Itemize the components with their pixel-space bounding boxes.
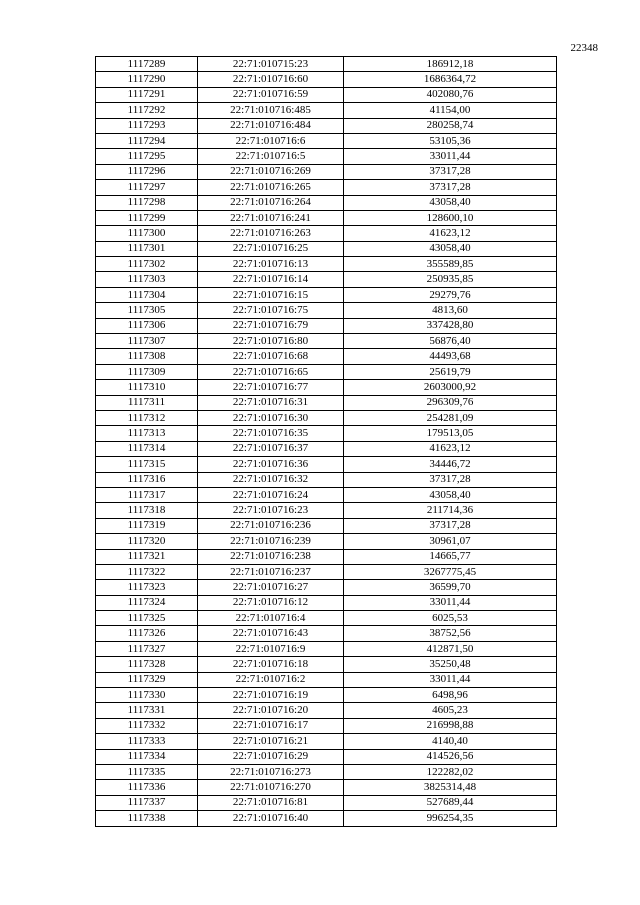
cadastral-number-cell: 22:71:010716:40: [198, 811, 344, 826]
table-row: [96, 749, 557, 764]
record-number-cell: 1117333: [96, 734, 198, 749]
cadastral-value-cell: 41154,00: [344, 103, 557, 118]
table-row: [96, 734, 557, 749]
record-number-cell: 1117331: [96, 703, 198, 718]
table-row: [96, 164, 557, 179]
cadastral-number-cell: 22:71:010716:265: [198, 180, 344, 195]
record-number-cell: 1117326: [96, 626, 198, 641]
cadastral-number-cell: 22:71:010716:236: [198, 518, 344, 533]
record-number-cell: 1117324: [96, 595, 198, 610]
table-row: [96, 133, 557, 148]
record-number-cell: 1117318: [96, 503, 198, 518]
record-number-cell: 1117292: [96, 103, 198, 118]
record-number-cell: 1117302: [96, 257, 198, 272]
cadastral-value-cell: 38752,56: [344, 626, 557, 641]
cadastral-value-cell: 4605,23: [344, 703, 557, 718]
table-row: [96, 72, 557, 87]
cadastral-value-cell: 36599,70: [344, 580, 557, 595]
record-number-cell: 1117289: [96, 57, 198, 72]
record-number-cell: 1117319: [96, 518, 198, 533]
cadastral-value-cell: 216998,88: [344, 718, 557, 733]
cadastral-number-cell: 22:71:010716:43: [198, 626, 344, 641]
cadastral-number-cell: 22:71:010716:59: [198, 87, 344, 102]
record-number-cell: 1117327: [96, 641, 198, 656]
record-number-cell: 1117300: [96, 226, 198, 241]
table-row: [96, 272, 557, 287]
cadastral-number-cell: 22:71:010716:485: [198, 103, 344, 118]
cadastral-number-cell: 22:71:010716:65: [198, 364, 344, 379]
cadastral-value-cell: 43058,40: [344, 195, 557, 210]
cadastral-number-cell: 22:71:010716:60: [198, 72, 344, 87]
cadastral-value-cell: 30961,07: [344, 534, 557, 549]
cadastral-number-cell: 22:71:010716:6: [198, 133, 344, 148]
table-row: [96, 811, 557, 826]
table-row: [96, 641, 557, 656]
cadastral-number-cell: 22:71:010716:270: [198, 780, 344, 795]
cadastral-value-cell: 996254,35: [344, 811, 557, 826]
record-number-cell: 1117307: [96, 334, 198, 349]
record-number-cell: 1117311: [96, 395, 198, 410]
cadastral-number-cell: 22:71:010716:24: [198, 487, 344, 502]
record-number-cell: 1117306: [96, 318, 198, 333]
record-number-cell: 1117312: [96, 410, 198, 425]
table-row: [96, 149, 557, 164]
record-number-cell: 1117308: [96, 349, 198, 364]
table-row: [96, 57, 557, 72]
cadastral-value-cell: 186912,18: [344, 57, 557, 72]
record-number-cell: 1117320: [96, 534, 198, 549]
cadastral-value-cell: 25619,79: [344, 364, 557, 379]
cadastral-number-cell: 22:71:010716:77: [198, 380, 344, 395]
table-row: [96, 487, 557, 502]
cadastral-value-cell: 2603000,92: [344, 380, 557, 395]
cadastral-number-cell: 22:71:010716:4: [198, 611, 344, 626]
cadastral-number-cell: 22:71:010716:30: [198, 410, 344, 425]
cadastral-value-cell: 34446,72: [344, 457, 557, 472]
table-row: [96, 303, 557, 318]
table-row: [96, 349, 557, 364]
cadastral-value-cell: 6498,96: [344, 688, 557, 703]
cadastral-number-cell: 22:71:010716:263: [198, 226, 344, 241]
cadastral-number-cell: 22:71:010716:484: [198, 118, 344, 133]
record-number-cell: 1117299: [96, 210, 198, 225]
cadastral-number-cell: 22:71:010716:269: [198, 164, 344, 179]
cadastral-number-cell: 22:71:010715:23: [198, 57, 344, 72]
cadastral-value-cell: 29279,76: [344, 287, 557, 302]
table-row: [96, 226, 557, 241]
cadastral-value-cell: 179513,05: [344, 426, 557, 441]
table-row: [96, 503, 557, 518]
cadastral-value-cell: 122282,02: [344, 764, 557, 779]
table-row: [96, 657, 557, 672]
cadastral-number-cell: 22:71:010716:17: [198, 718, 344, 733]
table-row: [96, 457, 557, 472]
cadastral-value-cell: 35250,48: [344, 657, 557, 672]
record-number-cell: 1117304: [96, 287, 198, 302]
table-row: [96, 257, 557, 272]
record-number-cell: 1117315: [96, 457, 198, 472]
table-row: [96, 472, 557, 487]
cadastral-number-cell: 22:71:010716:14: [198, 272, 344, 287]
cadastral-value-cell: 37317,28: [344, 180, 557, 195]
table-row: [96, 180, 557, 195]
table-row: [96, 395, 557, 410]
record-number-cell: 1117291: [96, 87, 198, 102]
cadastral-number-cell: 22:71:010716:23: [198, 503, 344, 518]
table-row: [96, 518, 557, 533]
record-number-cell: 1117314: [96, 441, 198, 456]
record-number-cell: 1117317: [96, 487, 198, 502]
table-row: [96, 426, 557, 441]
record-number-cell: 1117301: [96, 241, 198, 256]
cadastral-number-cell: 22:71:010716:79: [198, 318, 344, 333]
cadastral-value-cell: 37317,28: [344, 472, 557, 487]
cadastral-number-cell: 22:71:010716:35: [198, 426, 344, 441]
cadastral-value-cell: 254281,09: [344, 410, 557, 425]
record-number-cell: 1117297: [96, 180, 198, 195]
cadastral-number-cell: 22:71:010716:239: [198, 534, 344, 549]
record-number-cell: 1117303: [96, 272, 198, 287]
cadastral-number-cell: 22:71:010716:27: [198, 580, 344, 595]
cadastral-number-cell: 22:71:010716:75: [198, 303, 344, 318]
cadastral-value-cell: 337428,80: [344, 318, 557, 333]
cadastral-value-cell: 33011,44: [344, 595, 557, 610]
table-row: [96, 103, 557, 118]
record-number-cell: 1117337: [96, 795, 198, 810]
cadastral-value-cell: 250935,85: [344, 272, 557, 287]
cadastral-value-cell: 56876,40: [344, 334, 557, 349]
record-number-cell: 1117332: [96, 718, 198, 733]
cadastral-number-cell: 22:71:010716:238: [198, 549, 344, 564]
table-row: [96, 718, 557, 733]
cadastral-number-cell: 22:71:010716:264: [198, 195, 344, 210]
record-number-cell: 1117295: [96, 149, 198, 164]
record-number-cell: 1117328: [96, 657, 198, 672]
cadastral-number-cell: 22:71:010716:31: [198, 395, 344, 410]
cadastral-value-cell: 296309,76: [344, 395, 557, 410]
table-row: [96, 195, 557, 210]
cadastral-number-cell: 22:71:010716:273: [198, 764, 344, 779]
cadastral-value-cell: 414526,56: [344, 749, 557, 764]
record-number-cell: 1117316: [96, 472, 198, 487]
cadastral-value-cell: 14665,77: [344, 549, 557, 564]
cadastral-value-cell: 402080,76: [344, 87, 557, 102]
table-row: [96, 441, 557, 456]
table-row: [96, 210, 557, 225]
record-number-cell: 1117338: [96, 811, 198, 826]
table-row: [96, 688, 557, 703]
cadastral-value-table: [95, 56, 557, 827]
cadastral-value-cell: 4140,40: [344, 734, 557, 749]
cadastral-number-cell: 22:71:010716:81: [198, 795, 344, 810]
cadastral-number-cell: 22:71:010716:29: [198, 749, 344, 764]
cadastral-value-cell: 527689,44: [344, 795, 557, 810]
table-row: [96, 611, 557, 626]
cadastral-number-cell: 22:71:010716:12: [198, 595, 344, 610]
table-body: [96, 57, 557, 827]
cadastral-value-cell: 43058,40: [344, 241, 557, 256]
cadastral-number-cell: 22:71:010716:36: [198, 457, 344, 472]
cadastral-value-cell: 3825314,48: [344, 780, 557, 795]
record-number-cell: 1117296: [96, 164, 198, 179]
cadastral-number-cell: 22:71:010716:2: [198, 672, 344, 687]
table-row: [96, 334, 557, 349]
table-row: [96, 318, 557, 333]
table-row: [96, 564, 557, 579]
cadastral-number-cell: 22:71:010716:25: [198, 241, 344, 256]
table-row: [96, 534, 557, 549]
cadastral-number-cell: 22:71:010716:241: [198, 210, 344, 225]
record-number-cell: 1117336: [96, 780, 198, 795]
cadastral-value-cell: 37317,28: [344, 518, 557, 533]
cadastral-number-cell: 22:71:010716:9: [198, 641, 344, 656]
cadastral-value-cell: 41623,12: [344, 226, 557, 241]
record-number-cell: 1117305: [96, 303, 198, 318]
table-row: [96, 780, 557, 795]
table-row: [96, 795, 557, 810]
cadastral-number-cell: 22:71:010716:18: [198, 657, 344, 672]
cadastral-value-cell: 44493,68: [344, 349, 557, 364]
table-row: [96, 595, 557, 610]
cadastral-value-cell: 41623,12: [344, 441, 557, 456]
table-row: [96, 287, 557, 302]
record-number-cell: 1117335: [96, 764, 198, 779]
record-number-cell: 1117330: [96, 688, 198, 703]
record-number-cell: 1117334: [96, 749, 198, 764]
record-number-cell: 1117329: [96, 672, 198, 687]
record-number-cell: 1117321: [96, 549, 198, 564]
table-row: [96, 672, 557, 687]
cadastral-number-cell: 22:71:010716:5: [198, 149, 344, 164]
cadastral-number-cell: 22:71:010716:32: [198, 472, 344, 487]
cadastral-value-cell: 1686364,72: [344, 72, 557, 87]
table-row: [96, 626, 557, 641]
table-row: [96, 364, 557, 379]
cadastral-value-cell: 53105,36: [344, 133, 557, 148]
table-row: [96, 380, 557, 395]
record-number-cell: 1117309: [96, 364, 198, 379]
cadastral-value-cell: 4813,60: [344, 303, 557, 318]
page-number: 22348: [570, 42, 598, 54]
table-row: [96, 764, 557, 779]
table-row: [96, 549, 557, 564]
cadastral-number-cell: 22:71:010716:68: [198, 349, 344, 364]
table-row: [96, 118, 557, 133]
cadastral-value-cell: 3267775,45: [344, 564, 557, 579]
cadastral-value-cell: 37317,28: [344, 164, 557, 179]
cadastral-value-cell: 33011,44: [344, 672, 557, 687]
record-number-cell: 1117313: [96, 426, 198, 441]
record-number-cell: 1117290: [96, 72, 198, 87]
cadastral-number-cell: 22:71:010716:80: [198, 334, 344, 349]
cadastral-value-cell: 412871,50: [344, 641, 557, 656]
cadastral-value-cell: 211714,36: [344, 503, 557, 518]
cadastral-number-cell: 22:71:010716:19: [198, 688, 344, 703]
cadastral-value-cell: 33011,44: [344, 149, 557, 164]
record-number-cell: 1117325: [96, 611, 198, 626]
cadastral-value-cell: 128600,10: [344, 210, 557, 225]
cadastral-number-cell: 22:71:010716:15: [198, 287, 344, 302]
record-number-cell: 1117294: [96, 133, 198, 148]
cadastral-value-cell: 43058,40: [344, 487, 557, 502]
record-number-cell: 1117322: [96, 564, 198, 579]
table-row: [96, 580, 557, 595]
cadastral-value-cell: 6025,53: [344, 611, 557, 626]
cadastral-number-cell: 22:71:010716:21: [198, 734, 344, 749]
cadastral-number-cell: 22:71:010716:37: [198, 441, 344, 456]
record-number-cell: 1117310: [96, 380, 198, 395]
cadastral-number-cell: 22:71:010716:20: [198, 703, 344, 718]
record-number-cell: 1117298: [96, 195, 198, 210]
table-row: [96, 87, 557, 102]
table-row: [96, 703, 557, 718]
cadastral-number-cell: 22:71:010716:13: [198, 257, 344, 272]
cadastral-number-cell: 22:71:010716:237: [198, 564, 344, 579]
cadastral-value-cell: 355589,85: [344, 257, 557, 272]
record-number-cell: 1117293: [96, 118, 198, 133]
table-row: [96, 410, 557, 425]
record-number-cell: 1117323: [96, 580, 198, 595]
table-row: [96, 241, 557, 256]
cadastral-value-cell: 280258,74: [344, 118, 557, 133]
